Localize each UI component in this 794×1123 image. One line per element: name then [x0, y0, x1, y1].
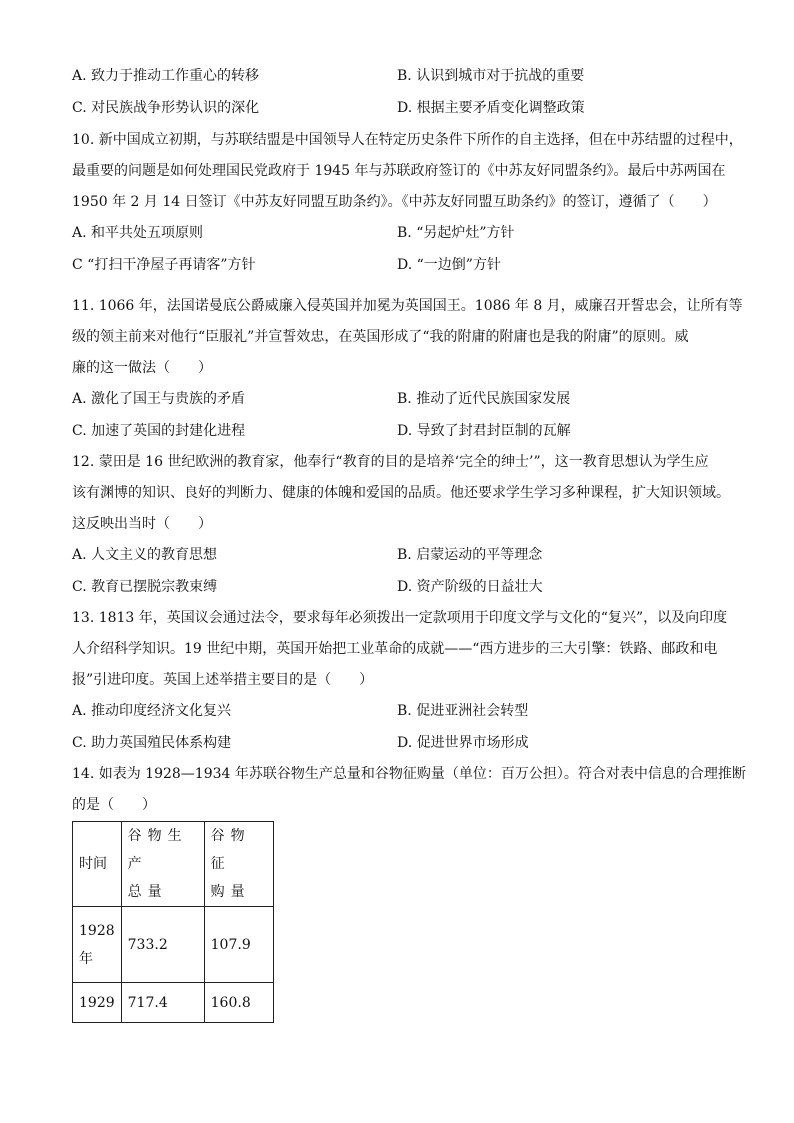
- table-row: [73, 907, 274, 983]
- q11-stem-line-1: 11. 1066 年，法国诺曼底公爵威廉入侵英国并加冕为英国国王。1086 年 8 月，威廉召开誓忠会，让所有等: [72, 298, 743, 314]
- q12-option-c[interactable]: C. 教育已摆脱宗教束缚: [72, 579, 218, 595]
- table-cell: [121, 907, 204, 983]
- table-cell: [204, 907, 273, 983]
- q12-option-d[interactable]: D. 资产阶级的日益壮大: [397, 579, 543, 595]
- q10-option-c[interactable]: C “打扫干净屋子再请客”方针: [72, 257, 256, 273]
- table-header-cell: [73, 822, 122, 907]
- table-row: [73, 983, 274, 1023]
- header-time: 时间: [79, 856, 107, 872]
- table-cell: [73, 907, 122, 983]
- header-grain-procurement-line-1: 谷物征: [210, 828, 251, 872]
- q10-option-b[interactable]: B. “另起炉灶”方针: [397, 225, 515, 241]
- q13-option-c[interactable]: C. 助力英国殖民体系构建: [72, 735, 232, 751]
- q10-option-a[interactable]: A. 和平共处五项原则: [72, 225, 204, 241]
- q12-stem-line-1: 12. 蒙田是 16 世纪欧洲的教育家，他奉行“教育的目的是培养‘完全的绅士’”，这一教育思想认为学生应: [72, 454, 709, 470]
- q11-option-a[interactable]: A. 激化了国王与贵族的矛盾: [72, 391, 246, 407]
- q10-stem-line-2: 最重要的问题是如何处理国民党政府于 1945 年与苏联政府签订的《中苏友好同盟条约》。最后中苏两国在: [72, 163, 726, 179]
- header-grain-procurement-line-2: 购量: [210, 884, 251, 900]
- q12-stem-line-3: 这反映出当时（ ）: [72, 516, 212, 532]
- table-header-cell: [204, 822, 273, 907]
- row-1928-year-line-2: 年: [79, 950, 93, 967]
- q12-option-b[interactable]: B. 启蒙运动的平等理念: [397, 547, 543, 563]
- header-grain-total-line-2: 总量: [127, 884, 168, 900]
- q11-option-b[interactable]: B. 推动了近代民族国家发展: [397, 391, 571, 407]
- q13-option-a[interactable]: A. 推动印度经济文化复兴: [72, 703, 232, 719]
- table-cell: [204, 983, 273, 1023]
- row-1929-total: 717.4: [127, 994, 168, 1011]
- row-1929-procurement: 160.8: [210, 994, 251, 1011]
- q13-stem-line-1: 13. 1813 年，英国议会通过法令，要求每年必须拨出一定款项用于印度文学与文化的“复兴”，以及向印度: [72, 610, 728, 626]
- q13-option-b[interactable]: B. 促进亚洲社会转型: [397, 703, 529, 719]
- q13-option-d[interactable]: D. 促进世界市场形成: [397, 735, 529, 751]
- q10-stem-line-1: 10. 新中国成立初期，与苏联结盟是中国领导人在特定历史条件下所作的自主选择，但在中苏结盟的过程中，: [72, 132, 743, 148]
- table-header-row: [73, 822, 274, 907]
- q13-stem-line-3: 报”引进印度。英国上述举措主要目的是（ ）: [72, 672, 374, 688]
- header-grain-total-line-1: 谷物生产: [127, 828, 188, 872]
- table-cell: [73, 983, 122, 1023]
- table-header-cell: [121, 822, 204, 907]
- q9-option-d[interactable]: D. 根据主要矛盾变化调整政策: [397, 100, 585, 116]
- q10-stem-line-3: 1950 年 2 月 14 日签订《中苏友好同盟互助条约》。《中苏友好同盟互助条约》的签订，遵循了（ ）: [72, 194, 717, 210]
- row-1928-total: 733.2: [127, 936, 168, 953]
- row-1928-procurement: 107.9: [210, 936, 251, 953]
- q12-option-a[interactable]: A. 人文主义的教育思想: [72, 547, 218, 563]
- q14-stem-line-2: 的是（ ）: [72, 797, 156, 813]
- q12-stem-line-2: 该有渊博的知识、良好的判断力、健康的体魄和爱国的品质。他还要求学生学习多种课程，扩大知识领域。: [72, 485, 730, 501]
- q11-stem-line-3: 廉的这一做法（ ）: [72, 360, 212, 376]
- q9-option-a[interactable]: A. 致力于推动工作重心的转移: [72, 68, 260, 84]
- q11-stem-line-2: 级的领主前来对他行“臣服礼”并宣誓效忠，在英国形成了“我的附庸的附庸也是我的附庸”的原则。威: [72, 329, 689, 345]
- row-1929-year: 1929: [79, 994, 115, 1011]
- grain-data-table: [72, 821, 274, 1023]
- q9-option-b[interactable]: B. 认识到城市对于抗战的重要: [397, 68, 585, 84]
- table-cell: [121, 983, 204, 1023]
- q11-option-d[interactable]: D. 导致了封君封臣制的瓦解: [397, 423, 571, 439]
- row-1928-year-line-1: 1928: [79, 922, 115, 939]
- q13-stem-line-2: 人介绍科学知识。19 世纪中期，英国开始把工业革命的成就——“西方进步的三大引擎：铁路、邮政和电: [72, 641, 718, 657]
- q10-option-d[interactable]: D. “一边倒”方针: [397, 257, 501, 273]
- q14-stem-line-1: 14. 如表为 1928—1934 年苏联谷物生产总量和谷物征购量（单位：百万公担）。符合对表中信息的合理推断: [72, 766, 746, 782]
- q9-option-c[interactable]: C. 对民族战争形势认识的深化: [72, 100, 260, 116]
- q11-option-c[interactable]: C. 加速了英国的封建化进程: [72, 423, 246, 439]
